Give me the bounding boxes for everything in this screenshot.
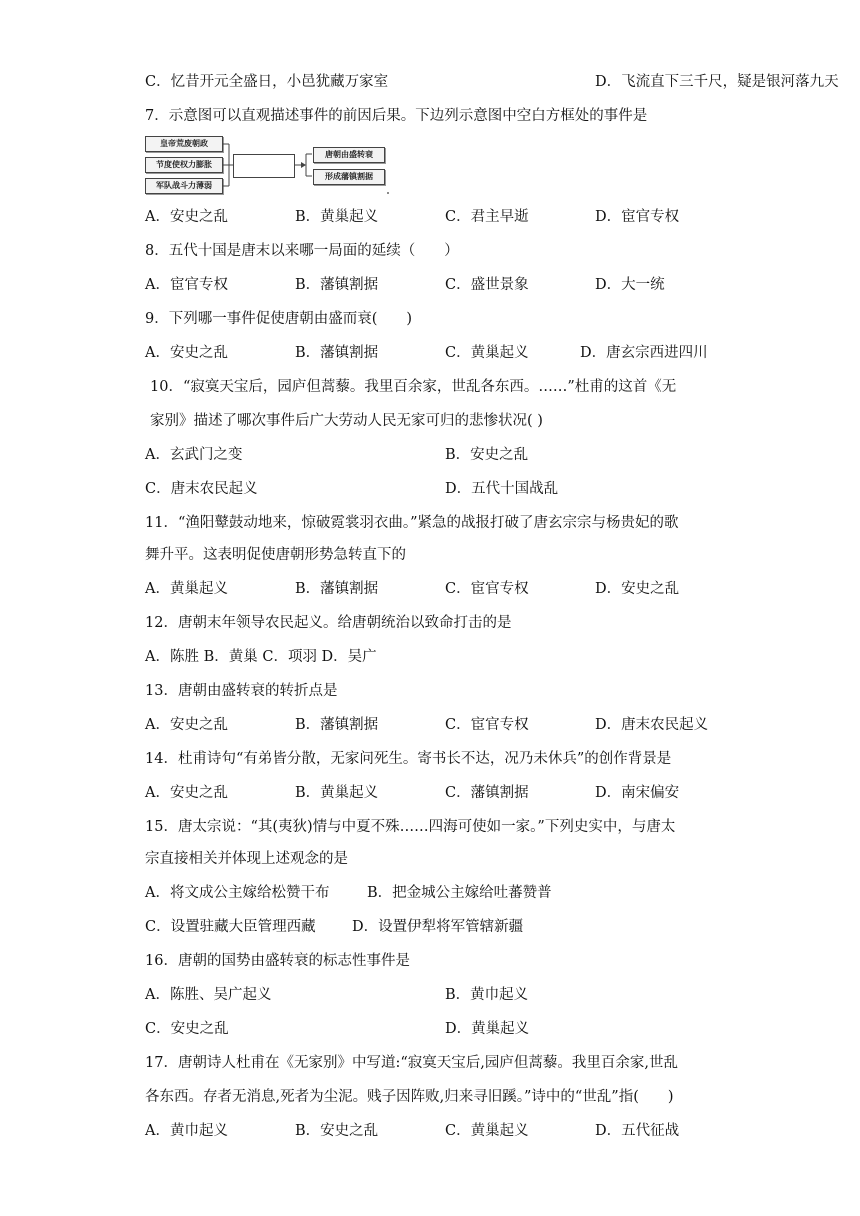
q8-option-b: B．藩镇割据	[295, 277, 379, 293]
q7-option-c: C．君主早逝	[445, 209, 529, 225]
q17-stem-line1: 17．唐朝诗人杜甫在《无家别》中写道:“寂寞天宝后,园庐但蒿藜。我里百余家,世乱	[145, 1055, 678, 1071]
q13-option-b: B．藩镇割据	[295, 717, 379, 733]
q9-option-c: C．黄巢起义	[445, 345, 529, 361]
q7-option-d: D．宦官专权	[595, 209, 680, 225]
q6-option-d: D．飞流直下三千尺，疑是银河落九天	[595, 74, 839, 90]
q10-stem-line2: 家别》描述了哪次事件后广大劳动人民无家可归的悲惨状况( )	[150, 413, 543, 429]
q17-option-a: A．黄巾起义	[145, 1123, 228, 1139]
q11-option-b: B．藩镇割据	[295, 581, 379, 597]
q15-stem-line2: 宗直接相关并体现上述观念的是	[145, 851, 348, 867]
q7-stem: 7．示意图可以直观描述事件的前因后果。下边列示意图中空白方框处的事件是	[145, 108, 648, 124]
q14-option-b: B．黄巢起义	[295, 785, 379, 801]
q7-option-a: A．安史之乱	[145, 209, 228, 225]
q11-stem-line1: 11．“渔阳鼙鼓动地来，惊破霓裳羽衣曲。”紧急的战报打破了唐玄宗宗与杨贵妃的歌	[145, 515, 679, 531]
q12-options: A．陈胜 B．黄巢 C．项羽 D．吴广	[145, 649, 377, 665]
q9-option-a: A．安史之乱	[145, 345, 228, 361]
q15-option-b: B．把金城公主嫁给吐蕃赞普	[367, 885, 552, 901]
q8-stem: 8．五代十国是唐末以来哪一局面的延续（ ）	[145, 243, 459, 259]
q11-option-a: A．黄巢起义	[145, 581, 228, 597]
diagram-cause-2: 节度使权力膨胀	[145, 157, 223, 173]
q17-option-d: D．五代征战	[595, 1123, 680, 1139]
q15-option-a: A．将文成公主嫁给松赞干布	[145, 885, 330, 901]
q15-stem-line1: 15．唐太宗说：“其(夷狄)情与中夏不殊……四海可使如一家。”下列史实中，与唐太	[145, 819, 676, 835]
diagram-blank-box	[233, 154, 295, 178]
q16-option-b: B．黄巾起义	[445, 987, 529, 1003]
q14-option-c: C．藩镇割据	[445, 785, 529, 801]
q13-option-c: C．宦官专权	[445, 717, 529, 733]
q10-option-a: A．玄武门之变	[145, 447, 243, 463]
q9-option-b: B．藩镇割据	[295, 345, 379, 361]
q6-option-c: C．忆昔开元全盛日，小邑犹藏万家室	[145, 74, 389, 90]
q15-option-d: D．设置伊犁将军管辖新疆	[352, 919, 524, 935]
q11-stem-line2: 舞升平。这表明促使唐朝形势急转直下的	[145, 547, 406, 563]
diagram-cause-1: 皇帝荒废朝政	[145, 136, 223, 152]
q16-option-c: C．安史之乱	[145, 1021, 229, 1037]
q16-option-d: D．黄巢起义	[445, 1021, 530, 1037]
q14-option-d: D．南宋偏安	[595, 785, 680, 801]
q8-option-c: C．盛世景象	[445, 277, 529, 293]
diagram-cause-3: 军队战斗力薄弱	[145, 178, 223, 194]
diagram-result-2: 形成藩镇割据	[313, 169, 385, 185]
q10-option-b: B．安史之乱	[445, 447, 529, 463]
q13-stem: 13．唐朝由盛转衰的转折点是	[145, 683, 338, 699]
q14-option-a: A．安史之乱	[145, 785, 228, 801]
q8-option-d: D．大一统	[595, 277, 665, 293]
q10-stem-line1: 10．“寂寞天宝后，园庐但蒿藜。我里百余家，世乱各东西。……”杜甫的这首《无	[150, 379, 677, 395]
q15-option-c: C．设置驻藏大臣管理西藏	[145, 919, 316, 935]
q7-option-b: B．黄巢起义	[295, 209, 379, 225]
q8-option-a: A．宦官专权	[145, 277, 228, 293]
q10-option-d: D．五代十国战乱	[445, 481, 559, 497]
q17-stem-line2: 各东西。存者无消息,死者为尘泥。贱子因阵败,归来寻旧蹊。”诗中的“世乱”指( )	[145, 1089, 674, 1105]
q13-option-a: A．安史之乱	[145, 717, 228, 733]
q14-stem: 14．杜甫诗句“有弟皆分散，无家问死生。寄书长不达，况乃未休兵”的创作背景是	[145, 751, 672, 767]
q9-stem: 9．下列哪一事件促使唐朝由盛而衰( )	[145, 311, 413, 327]
q10-option-c: C．唐末农民起义	[145, 481, 258, 497]
q9-option-d: D．唐玄宗西进四川	[580, 345, 708, 361]
q11-option-c: C．宦官专权	[445, 581, 529, 597]
q7-diagram	[145, 136, 390, 196]
q17-option-b: B．安史之乱	[295, 1123, 379, 1139]
q16-stem: 16．唐朝的国势由盛转衰的标志性事件是	[145, 953, 410, 969]
q16-option-a: A．陈胜、吴广起义	[145, 987, 272, 1003]
q12-stem: 12．唐朝末年领导农民起义。给唐朝统治以致命打击的是	[145, 615, 512, 631]
q17-option-c: C．黄巢起义	[445, 1123, 529, 1139]
q11-option-d: D．安史之乱	[595, 581, 680, 597]
diagram-result-1: 唐朝由盛转衰	[313, 147, 385, 163]
q13-option-d: D．唐末农民起义	[595, 717, 709, 733]
